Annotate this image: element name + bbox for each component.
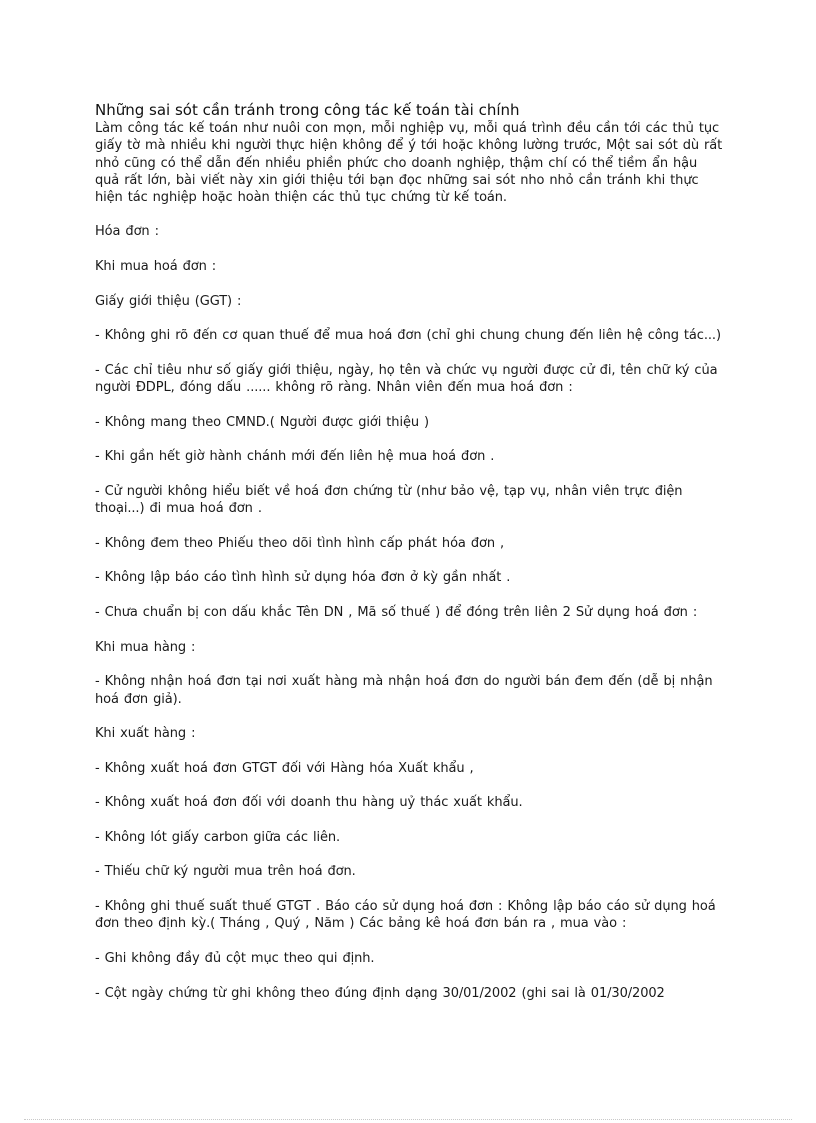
list-item: - Cử người không hiểu biết về hoá đơn chứng từ (như bảo vệ, tạp vụ, nhân viên trực điện thoại...) đi mua hoá đơn .	[95, 483, 683, 517]
document-page	[95, 100, 725, 1019]
heading-khi-mua-hang: Khi mua hàng :	[95, 639, 196, 655]
list-item: - Không lót giấy carbon giữa các liên.	[95, 829, 341, 845]
list-item: - Thiếu chữ ký người mua trên hoá đơn.	[95, 864, 356, 880]
list-item: - Cột ngày chứng từ ghi không theo đúng định dạng 30/01/2002 (ghi sai là 01/30/2002	[95, 985, 665, 1001]
list-item: - Khi gần hết giờ hành chánh mới đến liên hệ mua hoá đơn .	[95, 449, 495, 465]
list-item: - Ghi không đầy đủ cột mục theo qui định.	[95, 950, 375, 966]
list-item: - Không ghi rõ đến cơ quan thuế để mua hoá đơn (chỉ ghi chung chung đến liên hệ công tác...)	[95, 328, 721, 344]
document-body	[95, 223, 725, 1001]
list-item: - Các chỉ tiêu như số giấy giới thiệu, ngày, họ tên và chức vụ người được cử đi, tên chữ ký của người ĐDPL, đóng dấu ...... không rõ ràng. Nhân viên đến mua hoá đơn :	[95, 362, 718, 396]
heading-khi-xuat-hang: Khi xuất hàng :	[95, 726, 196, 742]
list-item: - Không lập báo cáo tình hình sử dụng hóa đơn ở kỳ gần nhất .	[95, 570, 511, 586]
list-item: - Chưa chuẩn bị con dấu khắc Tên DN , Mã số thuế ) để đóng trên liên 2 Sử dụng hoá đơn :	[95, 605, 698, 621]
list-item: - Không xuất hoá đơn GTGT đối với Hàng hóa Xuất khẩu ,	[95, 760, 474, 776]
list-item: - Không nhận hoá đơn tại nơi xuất hàng mà nhận hoá đơn do người bán đem đến (dễ bị nhận hoá đơn giả).	[95, 674, 713, 707]
page-bottom-divider	[24, 1119, 792, 1120]
list-item: - Không ghi thuế suất thuế GTGT . Báo cáo sử dụng hoá đơn : Không lập báo cáo sử dụng hoá đơn theo định kỳ.( Tháng , Quý , Năm ) Các bảng kê hoá đơn bán ra , mua vào :	[95, 899, 716, 932]
list-item: - Không mang theo CMND.( Người được giới thiệu )	[95, 414, 429, 430]
intro-paragraph: Làm công tác kế toán như nuôi con mọn, mỗi nghiệp vụ, mỗi quá trình đều cần tới các thủ tục giấy tờ mà nhiều khi người thực hiện không để ý tới hoặc không lường trước, Một sai sót dù rất nhỏ cũng có thể dẫn đến nhiều phiền phức cho doanh nghiệp, thậm chí có thể tiềm ẩn hậu quả rất lớn, bài viết này xin giới thiệu tới bạn đọc những sai sót nho nhỏ cần tránh khi thực hiện tác nghiệp hoặc hoàn thiện các thủ tục chứng từ kế toán.	[95, 121, 723, 206]
list-item: - Không xuất hoá đơn đối với doanh thu hàng uỷ thác xuất khẩu.	[95, 795, 523, 811]
heading-khi-mua-hoa-don: Khi mua hoá đơn :	[95, 259, 217, 275]
heading-giay-gioi-thieu: Giấy giới thiệu (GGT) :	[95, 293, 242, 309]
heading-hoa-don: Hóa đơn :	[95, 224, 159, 240]
document-title: Những sai sót cần tránh trong công tác kế toán tài chính	[95, 101, 520, 119]
list-item: - Không đem theo Phiếu theo dõi tình hình cấp phát hóa đơn ,	[95, 535, 505, 551]
